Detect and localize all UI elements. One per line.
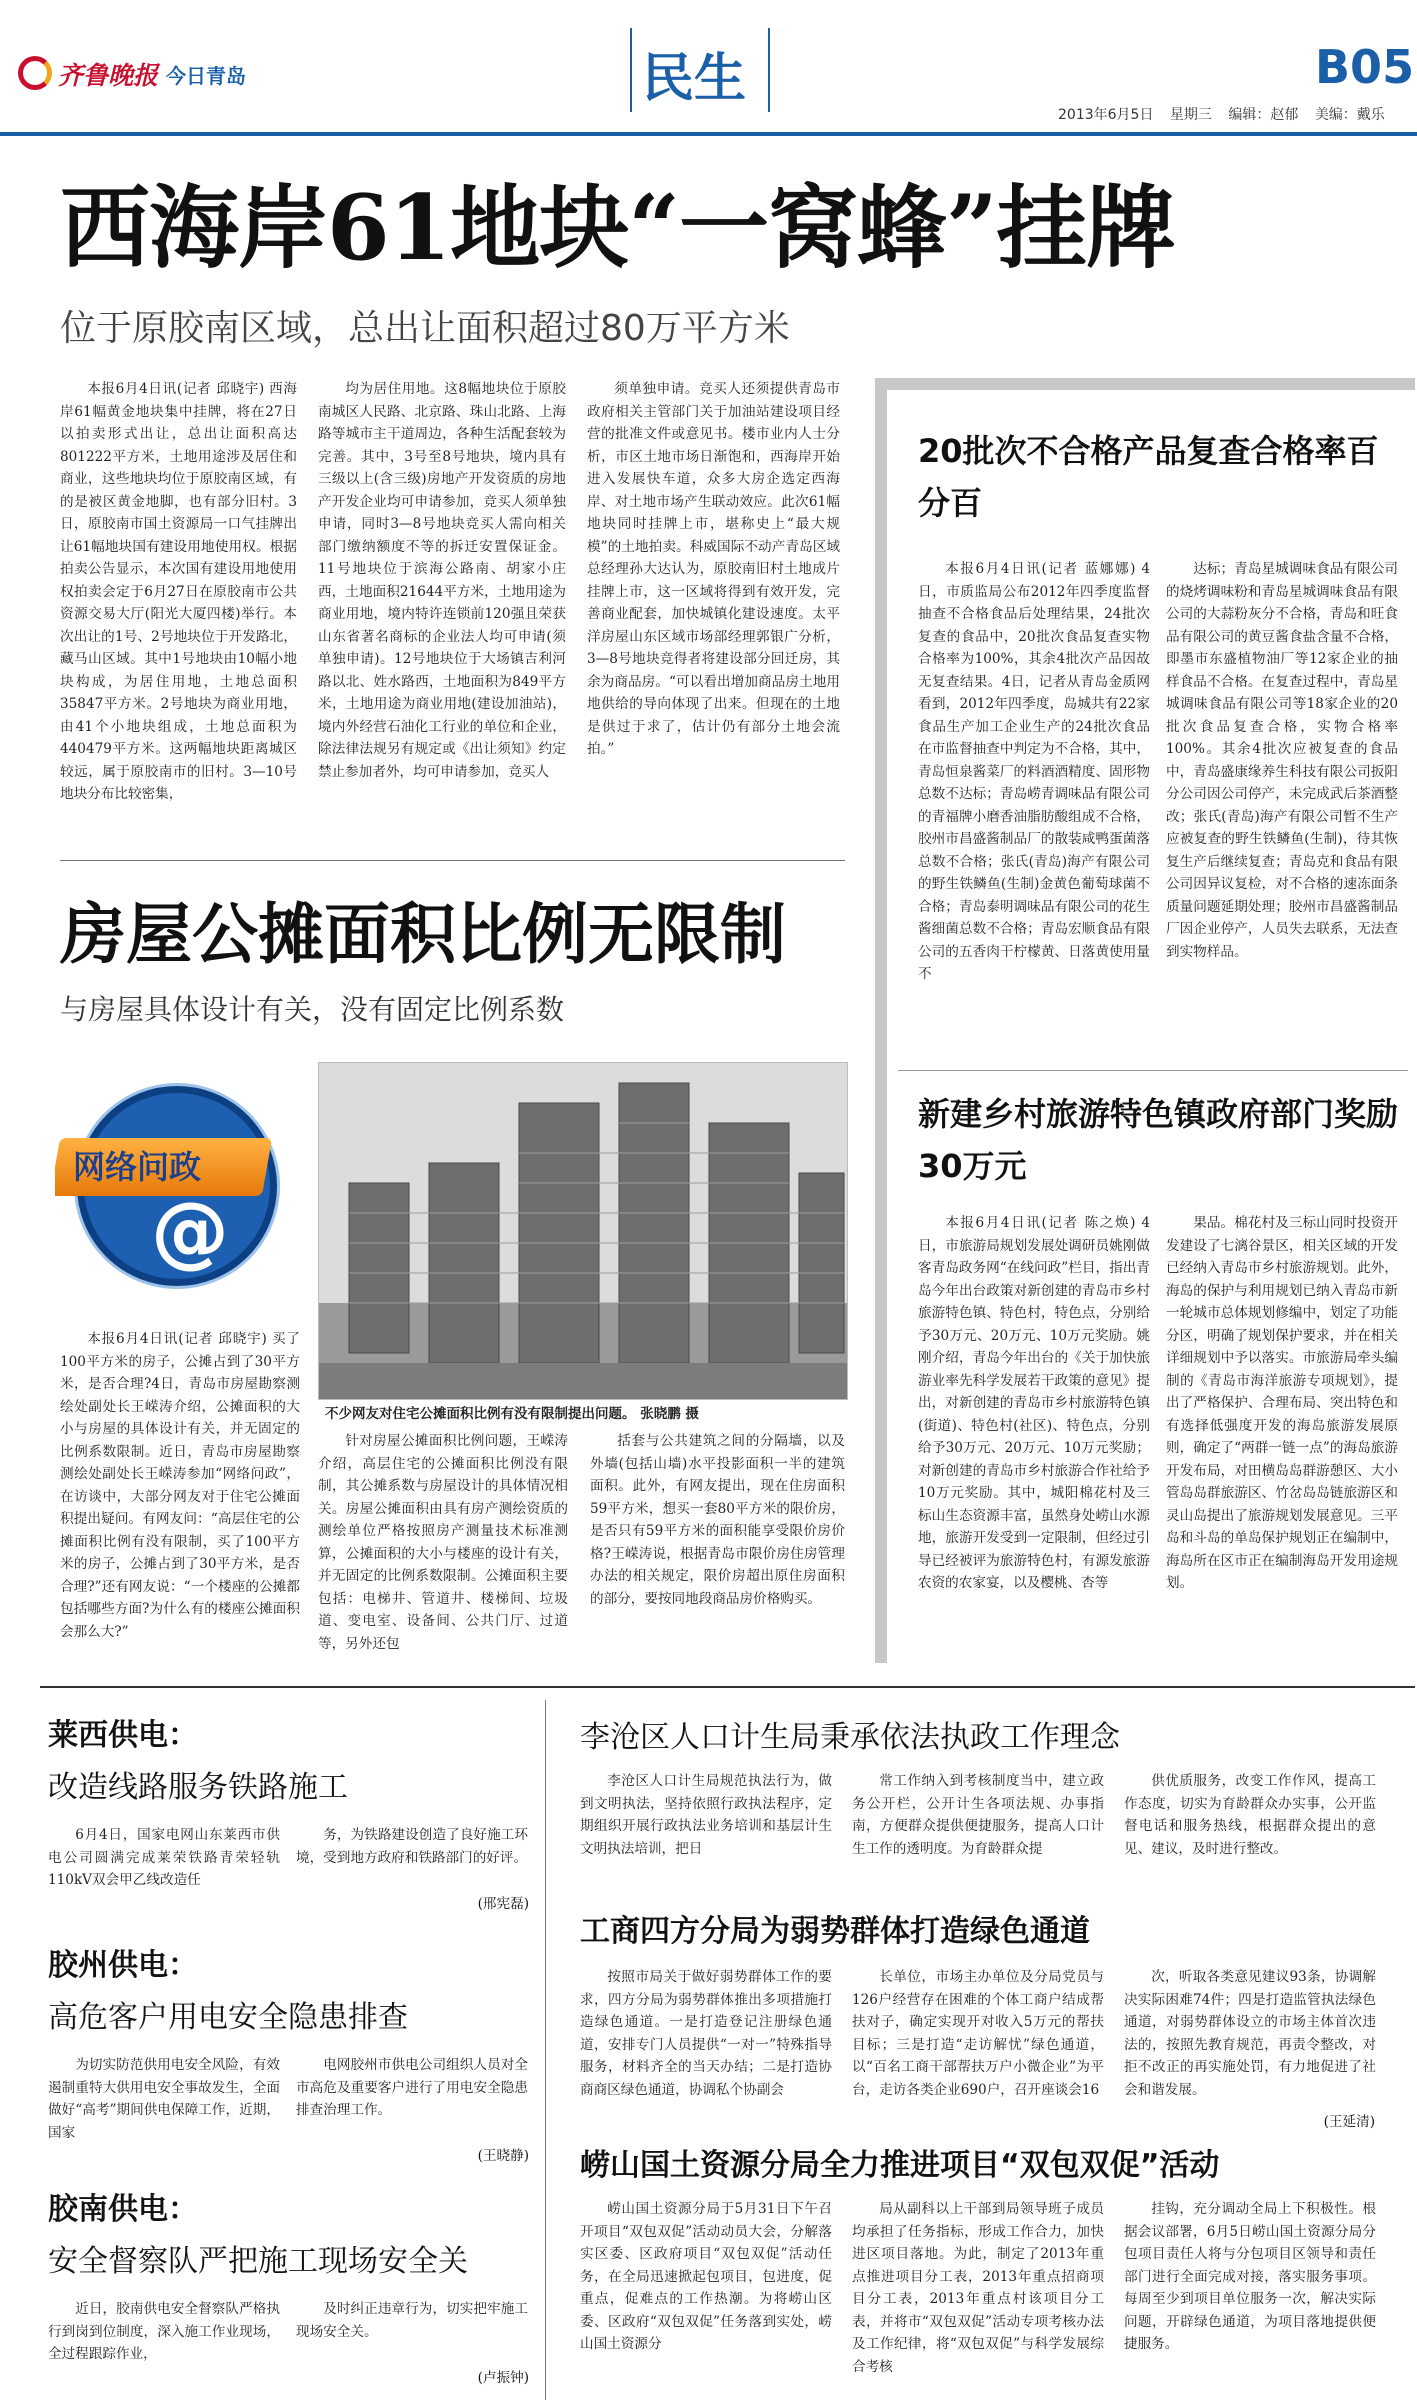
- wangluo-wenzheng-badge: [55, 1080, 295, 1310]
- article3-subhead: 与房屋具体设计有关，没有固定比例系数: [60, 993, 565, 1026]
- news-1-column-2: [852, 1770, 1104, 1860]
- brief-1-text-2: 务，为铁路建设创造了良好施工环境，受到地方政府和铁路部门的好评。: [296, 1827, 528, 1866]
- edition-name: 今日青岛: [166, 64, 246, 88]
- brief-2-body-2: [296, 2054, 528, 2122]
- news-2-body-2: 长单位，市场主办单位及分局党员与126户经营存在困难的个体工商户结成帮扶对子，确定实现开对收入5万元的帮扶目标；三是打造“走访解忧”绿色通道，以“百名工商干部帮扶万户小微企业”为平台，走访各类企业690户，召开座谈会16: [852, 1969, 1104, 2098]
- brief-2: [40, 1936, 535, 2186]
- brief-2-title-1: 胶州供电：: [48, 1948, 198, 1983]
- brief-2-body-1: [48, 2054, 280, 2144]
- news-1-column-1: [580, 1770, 832, 1860]
- article4-column-1: [918, 1212, 1150, 1652]
- logo-text: 齐鲁晚报: [58, 61, 159, 90]
- news-1-body-2: 常工作纳入到考核制度当中，建立政务公开栏，公开计生各项法规、办事指南，方便群众提供便捷服务，提高人口计生工作的透明度。为育龄群众提: [852, 1773, 1104, 1857]
- news-2: [570, 1890, 1415, 2140]
- construction-towers-image: [319, 1063, 848, 1400]
- news-3-body-3: 挂钩，充分调动全局上下积极性。根据会议部署，6月5日崂山国土资源分局分包项目责任人将与分包项目区领导和责任部门进行全面完成对接，落实服务事项。每周至少到项目单位服务一次，解决实际问题，开辟绿色通道，为项目落地提供便捷服务。: [1124, 2201, 1376, 2352]
- brief-3: [40, 2180, 535, 2400]
- brief-3-body-2: [296, 2298, 528, 2343]
- brief-2-text-1: 为切实防范供用电安全风险，有效遏制重特大供用电安全事故发生，全面做好“高考”期间供电保障工作，近期，国家: [48, 2057, 280, 2141]
- news-3-headline: 崂山国土资源分局全力推进项目“双包双促”活动: [580, 2148, 1220, 2183]
- article3-body-3: 括套与公共建筑之间的分隔墙，以及外墙(包括山墙)水平投影面积一半的建筑面积。此外，有网友提出，现在住房面积59平方米，想买一套80平方米的限价房，是否只有59平方米的面积能享受限价房价格?王嵘涛说，根据青岛市限价房住房管理办法的相关规定，限价房超出原住房面积的部分，要按同地段商品房价格购买。: [590, 1433, 845, 1607]
- news-2-column-2: [852, 1966, 1104, 2101]
- brief-1-body-2: [296, 1824, 528, 1869]
- news-3-column-1: [580, 2198, 832, 2356]
- article3-body-2: 针对房屋公摊面积比例问题，王嵘涛介绍，高层住宅的公摊面积比例没有限制，其公摊系数与房屋设计的具体情况相关。房屋公摊面积由具有房产测绘资质的测绘单位严格按照房产测量技术标准测算，公摊面积的大小与楼座的设计有关，并无固定的比例系数限制。公摊面积主要包括：电梯井、管道井、楼梯间、垃圾道、变电室、设备间、公共门厅、过道等，另外还包: [318, 1433, 568, 1652]
- news-1-body-1: 李沧区人口计生局规范执法行为，做到文明执法，坚持依照行政执法程序，定期组织开展行政执法业务培训和基层计生文明执法培训，把日: [580, 1773, 832, 1857]
- brief-2-title-2: 高危客户用电安全隐患排查: [48, 2000, 408, 2035]
- brief-divider-vertical: [545, 1700, 546, 2400]
- article3-body-1: 本报6月4日讯(记者 邱晓宇) 买了100平方米的房子，公摊占到了30平方米，是否合理?4日，青岛市房屋勘察测绘处副处长王嵘涛介绍，公摊面积的大小与房屋的具体设计有关，并无固定的比例系数限制。近日，青岛市房屋勘察测绘处副处长王嵘涛参加“网络问政”，在访谈中，大部分网友对于住宅公摊面积提出疑问。有网友问：“高层住宅的公摊面积比例有没有限制，买了100平方米的房子，公摊占到了30平方米，是否合理?”还有网友说：“一个楼座的公摊都包括哪些方面?为什么有的楼座公摊面积会那么大?”: [60, 1331, 300, 1640]
- brief-3-text-1: 近日，胶南供电安全督察队严格执行到岗到位制度，深入施工作业现场，全过程跟踪作业，: [48, 2301, 280, 2362]
- designer-credit: 美编：戴乐: [1314, 107, 1385, 123]
- at-icon: @: [151, 1187, 229, 1277]
- brief-3-body-1: [48, 2298, 280, 2366]
- article4-column-2: [1166, 1212, 1398, 1652]
- brief-3-title-2: 安全督察队严把施工现场安全关: [48, 2244, 468, 2279]
- news-2-headline: 工商四方分局为弱势群体打造绿色通道: [580, 1914, 1090, 1949]
- lead-subhead: 位于原胶南区域，总出让面积超过80万平方米: [60, 308, 790, 348]
- article2-body-1: 本报6月4日讯(记者 蓝娜娜) 4日，市质监局公布2012年四季度监督抽查不合格食品后处理结果，24批次复查的食品中，20批次食品复查实物合格率为100%，其余4批次产品因故无复查结果。4日，记者从青岛金质网看到，2012年四季度，岛城共有22家食品生产加工企业生产的24批次食品在市监督抽查中判定为不合格，其中，青岛恒泉酱菜厂的料酒酒精度、固形物总数不达标；青岛崂青调味品有限公司的青福牌小磨香油脂肪酸组成不合格，胶州市昌盛酱制品厂的散装咸鸭蛋菌落总数不合格；张氏(青岛)海产有限公司的野生铁鳞鱼(生制)金黄色葡萄球菌不合格；青岛泰明调味品有限公司的花生酱细菌总数不合格；青岛宏顺食品有限公司的五香肉干柠檬黄、日落黄使用量不: [918, 561, 1150, 982]
- lead-body-3: 须单独申请。竞买人还须提供青岛市政府相关主管部门关于加油站建设项目经营的批准文件或意见书。楼市业内人士分析，市区土地市场日渐饱和，西海岸开始进入发展快车道，众多大房企选定西海岸、对土地市场产生联动效应。此次61幅地块同时挂牌上市，堪称史上“最大规模”的土地拍卖。科威国际不动产青岛区域总经理孙大达认为，原胶南旧村土地成片挂牌上市，这一区域将得到有效开发，完善商业配套，加快城镇化建设速度。太平洋房屋山东区域市场部经理郭银广分析，3—8号地块竞得者将建设部分回迁房，其余为商品房。“可以看出增加商品房土地用地供给的导向体现了出来。但现在的土地是供过于求了，估计仍有部分土地会流拍。”: [587, 381, 840, 757]
- brief-1-body-1: [48, 1824, 280, 1892]
- brief-1: [40, 1706, 535, 1946]
- logo-swirl-icon: [18, 56, 52, 90]
- badge-title: 网络问政: [73, 1148, 202, 1186]
- article4-headline: [918, 1088, 1398, 1198]
- building-photo: [318, 1062, 848, 1400]
- lead-column-3: [587, 378, 840, 848]
- news-1-headline: 李沧区人口计生局秉承依法执政工作理念: [580, 1720, 1120, 1755]
- lead-headline: 西海岸61地块“一窝蜂”挂牌: [60, 175, 1175, 281]
- editor-credit: 编辑：赵郁: [1228, 107, 1299, 123]
- news-2-author: (王延清): [1323, 2114, 1375, 2130]
- news-1-column-3: [1124, 1770, 1376, 1860]
- news-2-body-3: 次，听取各类意见建议93条，协调解决实际困难74件；四是打造监管执法绿色通道，对弱势群体设立的市场主体首次违法的，按照先教育规范，再责令整改，对拒不改正的再实施处罚，有力地促进了社会和谐发展。: [1124, 1969, 1376, 2098]
- article3-column-1: [60, 1328, 300, 1670]
- article3-headline: 房屋公摊面积比例无限制: [60, 895, 786, 973]
- lead-column-2: [318, 378, 566, 848]
- news-3-column-2: [852, 2198, 1104, 2378]
- divider-right-mid: [898, 1070, 1408, 1071]
- lead-body-1: 本报6月4日讯(记者 邱晓宇) 西海岸61幅黄金地块集中挂牌，将在27日以拍卖形式出让，总出让面积高达801222平方米，土地用途涉及居住和商业，这些地块均位于原胶南区域，有的是被区黄金地脚，也有部分旧村。3日，原胶南市国土资源局一口气挂牌出让61幅地块国有建设用地使用权。根据拍卖公告显示，本次国有建设用地使用权拍卖会定于6月27日在原胶南市公共资源交易大厅(阳光大厦四楼)举行。本次出让的1号、2号地块位于开发路北，藏马山区域。其中1号地块由10幅小地块构成，为居住用地，土地总面积35847平方米。2号地块为商业用地，由41个小地块组成，土地总面积为440479平方米。这两幅地块距离城区较远，属于原胶南市的旧村。3—10号地块分布比较密集，: [60, 381, 297, 802]
- photo-caption: 不少网友对住宅公摊面积比例有没有限制提出问题。 张晓鹏 摄: [325, 1406, 699, 1422]
- news-2-column-3: [1124, 1966, 1376, 2101]
- brief-3-text-2: 及时纠正违章行为，切实把牢施工现场安全关。: [296, 2301, 528, 2340]
- article4-body-2: 果品。棉花村及三标山同时投资开发建设了七漓谷景区，相关区域的开发已经纳入青岛市乡村旅游规划。此外，海岛的保护与利用规划已纳入青岛市新一轮城市总体规划修编中，划定了功能分区，明确了规划保护要求，并在相关详细规划中予以落实。市旅游局牵头编制的《青岛市海洋旅游专项规划》，提出了严格保护、合理布局、突出特色和有选择低强度开发的海岛旅游发展原则，确定了“两群一链一点”的海岛旅游开发布局，对田横岛岛群游憩区、大小管岛岛群旅游区、竹岔岛岛链旅游区和灵山岛提出了旅游规划发展意见。三平岛和斗岛的单岛保护规划正在编制中，海岛所在区市正在编制海岛开发用途规划。: [1166, 1215, 1398, 1591]
- news-2-body-1: 按照市局关于做好弱势群体工作的要求，四方分局为弱势群体推出多项措施打造绿色通道。一是打造登记注册绿色通道，安排专门人员提供“一对一”特殊指导服务，材料齐全的当天办结；二是打造协商商区绿色通道，协调私个协副会: [580, 1969, 832, 2098]
- masthead: [0, 0, 1417, 140]
- brief-2-author: (王晓静): [477, 2148, 529, 2164]
- issue-date: 2013年6月5日: [1058, 107, 1154, 123]
- article2-column-2: [1166, 558, 1398, 1150]
- brief-3-title-1: 胶南供电：: [48, 2192, 198, 2227]
- article2-headline: [918, 425, 1398, 535]
- article3-column-3: [590, 1430, 845, 1670]
- brief-1-title-1: 莱西供电：: [48, 1718, 198, 1753]
- brief-2-text-2: 电网胶州市供电公司组织人员对全市高危及重要客户进行了用电安全隐患排查治理工作。: [296, 2057, 528, 2118]
- divider-bottom-section: [40, 1686, 1415, 1688]
- masthead-rule: [0, 132, 1417, 136]
- news-3-column-3: [1124, 2198, 1376, 2356]
- issue-weekday: 星期三: [1169, 107, 1212, 123]
- news-1-body-3: 供优质服务，改变工作作风，提高工作态度，切实为育龄群众办实事，公开监督电话和服务热线，根据群众提出的意见、建议，及时进行整改。: [1124, 1773, 1376, 1857]
- dateline: [1058, 104, 1417, 126]
- article4-body-1: 本报6月4日讯(记者 陈之焕) 4日，市旅游局规划发展处调研员姚刚做客青岛政务网“在线问政”栏目，指出青岛今年出台政策对新创建的青岛市乡村旅游特色镇、特色村，特色点，分别给予30万元、20万元、10万元奖励。姚刚介绍，青岛今年出台的《关于加快旅游业率先科学发展若干政策的意见》提出，对新创建的青岛市乡村旅游特色镇(街道)、特色村(社区)、特色点，分别给予30万元、20万元、10万元奖励；对新创建的青岛市乡村旅游合作社给予10万元奖励。其中，城阳棉花村及三标山生态资源丰富，虽然身处崂山水源地，旅游开发受到一定限制，但经过引导已经被评为旅游特色村，有源发旅游农资的农家宴，以及樱桃、杏等: [918, 1215, 1150, 1591]
- news-2-column-1: [580, 1966, 832, 2101]
- paper-logo: [18, 52, 248, 96]
- brief-1-author: (邢宪磊): [477, 1896, 529, 1912]
- brief-1-text-1: 6月4日，国家电网山东莱西市供电公司圆满完成莱荣铁路青荣轻轨110kV双会甲乙线改造任: [48, 1827, 280, 1888]
- section-title-box: [630, 28, 770, 112]
- brief-3-author: (卢振钟): [477, 2370, 529, 2386]
- news-3-body-1: 崂山国土资源分局于5月31日下午召开项目“双包双促”活动动员大会，分解落实区委、区政府项目“双包双促”活动任务，在全局迅速掀起包项目，包进度，促重点，促难点的工作热潮。为将崂山区委、区政府“双包双促”任务落到实处，崂山国土资源分: [580, 2201, 832, 2352]
- divider-lead-bottom: [60, 860, 845, 861]
- news-3: [570, 2134, 1415, 2400]
- article2-column-1: [918, 558, 1150, 1150]
- article2-headline-text: 20批次不合格产品复查合格率百分百: [918, 432, 1379, 522]
- article4-headline-text: 新建乡村旅游特色镇政府部门奖励30万元: [918, 1095, 1398, 1185]
- brief-1-title-2: 改造线路服务铁路施工: [48, 1770, 348, 1805]
- lead-column-1: [60, 378, 297, 848]
- page-number: B05: [1315, 40, 1415, 94]
- article3-column-2: [318, 1430, 568, 1670]
- section-title: 民生: [642, 49, 747, 109]
- news-3-body-2: 局从副科以上干部到局领导班子成员均承担了任务指标，形成工作合力，加快进区项目落地。为此，制定了2013年重点推进项目分工表，2013年重点招商项目分工表，2013年重点村该项目分工表，并将市“双包双促”活动专项考核办法及工作纪律，将“双包双促”与科学发展综合考核: [852, 2201, 1104, 2375]
- article2-body-2: 达标；青岛星城调味食品有限公司的烧烤调味粉和青岛星城调味食品有限公司的大蒜粉灰分不合格，青岛和旺食品有限公司的黄豆酱食盐含量不合格，即墨市东盛植物油厂等12家企业的抽样食品不合格。在复查过程中，青岛星城调味食品有限公司等18家企业的20批次食品复查合格，实物合格率100%。其余4批次应被复查的食品中，青岛盛康缘养生科技有限公司扳阳分公司因公司停产，未完成武后茶酒整改；张氏(青岛)海产有限公司暂不生产应被复查的野生铁鳞鱼(生制)，待其恢复生产后继续复查；青岛克和食品有限公司因异议复检，对不合格的速冻面条质量问题延期处理；胶州市昌盛酱制品厂因企业停产，人员失去联系，无法查到实物样品。: [1166, 561, 1398, 960]
- lead-body-2: 均为居住用地。这8幅地块位于原胶南城区人民路、北京路、珠山北路、上海路等城市主干道周边，各种生活配套较为完善。其中，3号至8号地块，境内具有三级以上(含三级)房地产开发资质的房地产开发企业均可申请参加，竞买人须单独申请，同时3—8号地块竞买人需向相关部门缴纳额度不等的拆迁安置保证金。11号地块位于滨海公路南、胡家小庄西，土地面积21644平方米，土地用途为商业用地，境内特许连锁前120强且荣获山东省著名商标的企业法人均可申请(须单独申请)。12号地块位于大场镇吉利河路以北、姓水路西，土地面积为849平方米，土地用途为商业用地(建设加油站)，境内外经营石油化工行业的单位和企业，除法律法规另有规定或《出让须知》约定禁止参加者外，均可申请参加，竞买人: [318, 381, 566, 780]
